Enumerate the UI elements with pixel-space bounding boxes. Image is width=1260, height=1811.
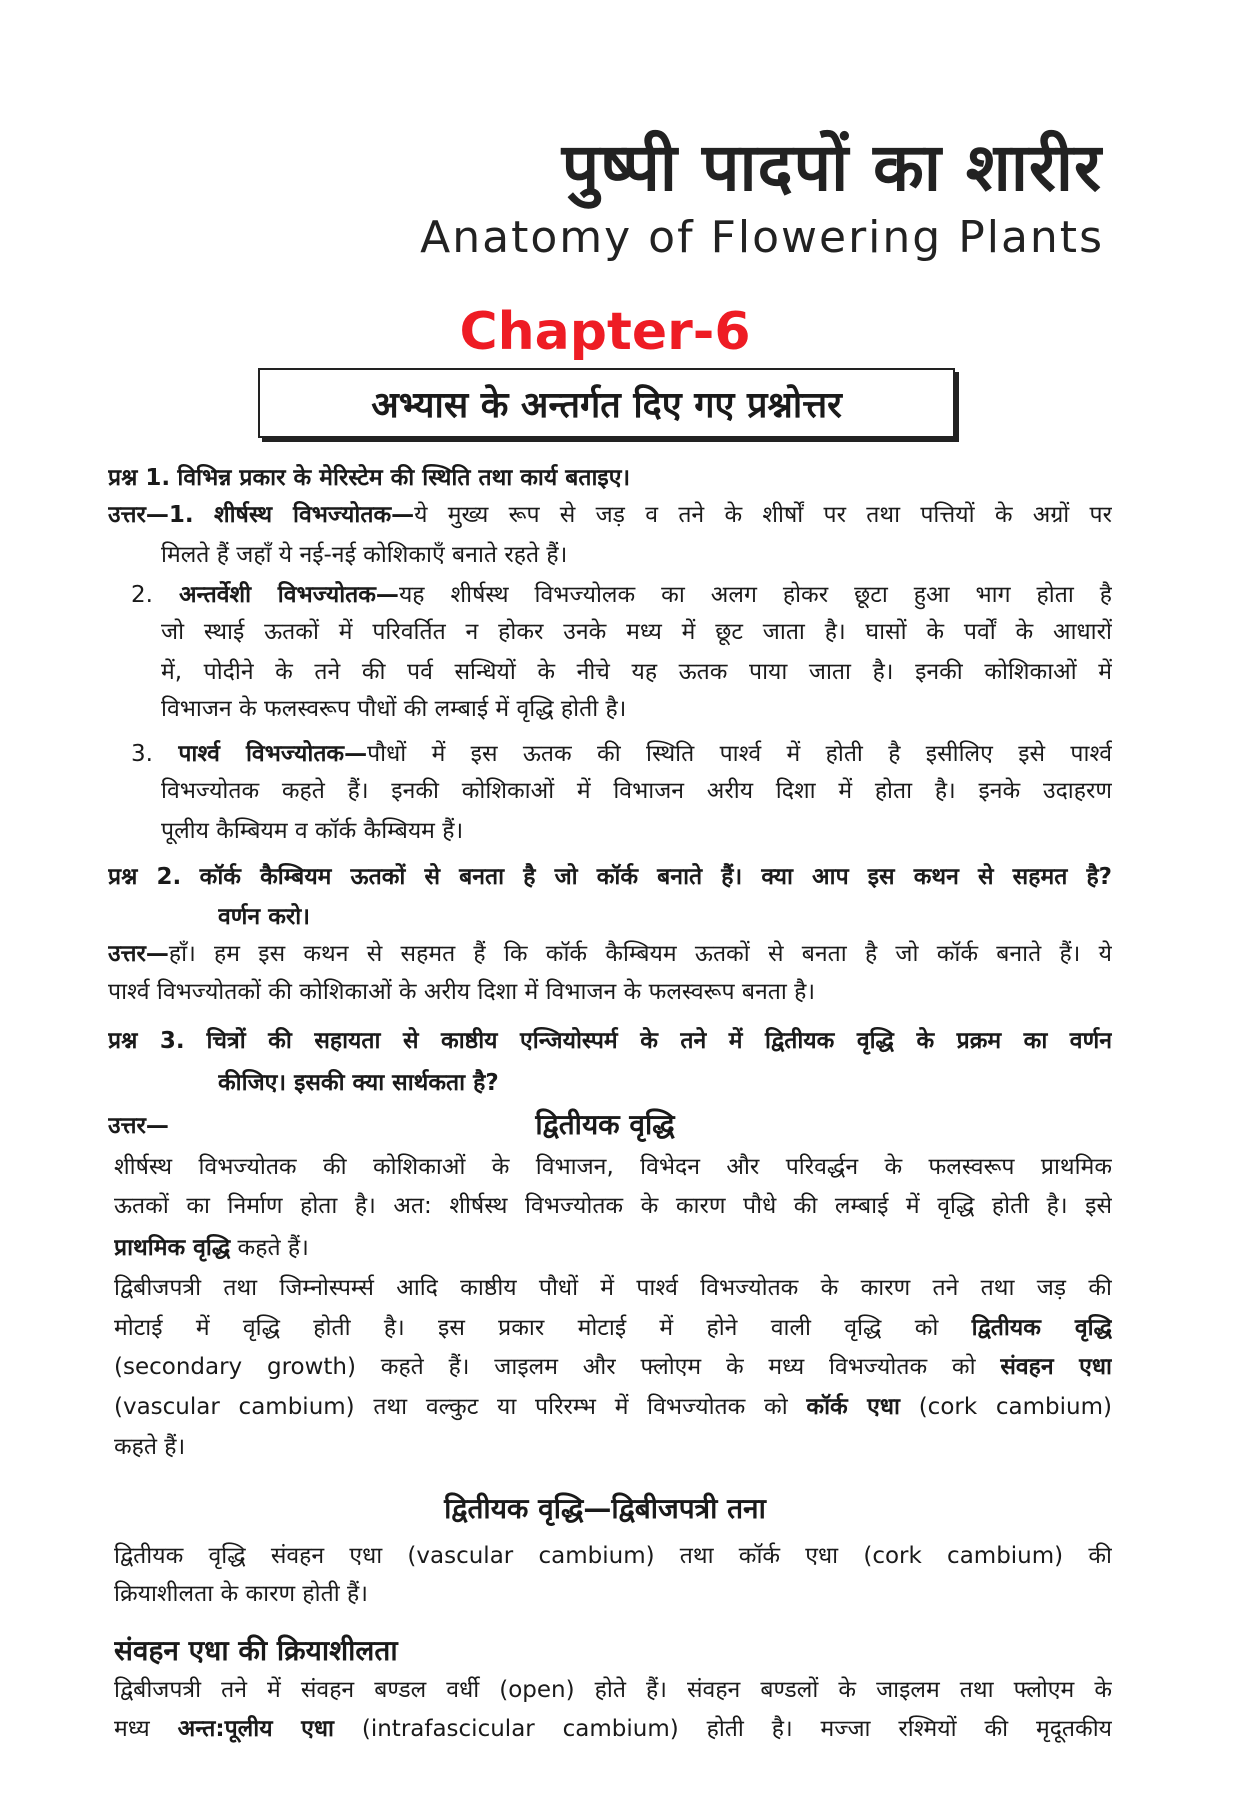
answer-1-line: विभाजन के फलस्वरूप पौधों की लम्बाई में वृद्धि होती है। bbox=[161, 696, 627, 722]
bold-term: द्वितीयक वृद्धि bbox=[971, 1315, 1112, 1341]
section-heading-secondary-growth: द्वितीयक वृद्धि bbox=[535, 1108, 675, 1141]
text: ये मुख्य रूप से जड़ व तने के शीर्षों पर तथा पत्तियों के अग्रों पर bbox=[414, 502, 1112, 528]
term: अन्तर्वेशी विभज्योतक— bbox=[178, 582, 399, 608]
answer-2 bbox=[108, 936, 1112, 972]
answer-1-line bbox=[108, 497, 1112, 533]
question-text: कॉर्क कैम्बियम ऊतकों से बनता है जो कॉर्क बनाते हैं। क्या आप इस कथन से सहमत है? bbox=[199, 864, 1112, 890]
text: (intrafascicular cambium) होती है। मज्जा रश्मियों की मृदूतकीय bbox=[333, 1716, 1112, 1742]
term: शीर्षस्थ विभज्योतक— bbox=[213, 502, 415, 528]
question-label: प्रश्न 1. bbox=[108, 465, 171, 491]
term: पार्श्व विभज्योतक— bbox=[178, 741, 368, 767]
text: यह शीर्षस्थ विभज्योलक का अलग होकर छूटा हुआ भाग होता है bbox=[398, 582, 1112, 608]
question-text: वर्णन करो। bbox=[218, 904, 310, 930]
text: कहते हैं। bbox=[230, 1235, 309, 1261]
bold-term: कॉर्क एधा bbox=[806, 1394, 900, 1420]
paragraph-line: शीर्षस्थ विभज्योतक की कोशिकाओं के विभाजन, विभेदन और परिवर्द्धन के फलस्वरूप प्राथमिक bbox=[114, 1154, 1112, 1180]
answer-1-line: मिलते हैं जहाँ ये नई-नई कोशिकाएँ बनाते रहते हैं। bbox=[161, 542, 568, 568]
answer-label: उत्तर—1. bbox=[108, 502, 194, 528]
paragraph-line: द्वितीयक वृद्धि संवहन एधा (vascular cambium) तथा कॉर्क एधा (cork cambium) की bbox=[114, 1543, 1112, 1569]
paragraph-line bbox=[114, 1349, 1112, 1385]
answer-2-line: पार्श्व विभज्योतकों की कोशिकाओं के अरीय दिशा में विभाजन के फलस्वरूप बनता है। bbox=[108, 979, 816, 1005]
answer-label-text: उत्तर— bbox=[108, 1113, 169, 1139]
question-3 bbox=[108, 1023, 1112, 1059]
chapter-number: Chapter-6 bbox=[459, 302, 751, 362]
paragraph-line: क्रियाशीलता के कारण होती हैं। bbox=[114, 1581, 368, 1607]
text: (cork cambium) bbox=[899, 1394, 1112, 1420]
text: पौधों में इस ऊतक की स्थिति पार्श्व में होती है इसीलिए इसे पार्श्व bbox=[367, 741, 1112, 767]
answer-1-item-3 bbox=[131, 736, 1112, 772]
bold-term: प्राथमिक वृद्धि bbox=[114, 1235, 231, 1261]
bold-term: संवहन एधा bbox=[1000, 1354, 1112, 1380]
question-label: प्रश्न 2. bbox=[108, 864, 182, 890]
section-heading-cambium-activity: संवहन एधा की क्रियाशीलता bbox=[114, 1634, 398, 1667]
item-number: 3. bbox=[131, 741, 153, 767]
item-number: 2. bbox=[131, 582, 153, 608]
paragraph-line bbox=[114, 1389, 1112, 1425]
question-text: कीजिए। इसकी क्या सार्थकता है? bbox=[218, 1070, 499, 1096]
exercise-heading-box bbox=[258, 368, 955, 438]
question-2 bbox=[108, 859, 1112, 895]
paragraph-line: द्विबीजपत्री तने में संवहन बण्डल वर्धी (open) होते हैं। संवहन बण्डलों के जाइलम तथा फ्लोएम के bbox=[114, 1677, 1112, 1703]
question-label: प्रश्न 3. bbox=[108, 1028, 185, 1054]
paragraph-line bbox=[114, 1711, 1112, 1747]
bold-term: अन्त:पूलीय एधा bbox=[177, 1716, 334, 1742]
text: (vascular cambium) तथा वल्कुट या परिरम्भ में विभज्योतक को bbox=[114, 1394, 807, 1420]
text: मध्य bbox=[114, 1716, 178, 1742]
section-heading-dicot-stem: द्वितीयक वृद्धि—द्विबीजपत्री तना bbox=[444, 1492, 766, 1525]
paragraph-line: द्विबीजपत्री तथा जिम्नोस्पर्म्स आदि काष्ठीय पौधों में पार्श्व विभज्योतक के कारण तने तथा जड़ की bbox=[114, 1275, 1112, 1301]
answer-1-item-2 bbox=[131, 577, 1112, 613]
question-3-line bbox=[218, 1065, 1108, 1101]
text: (secondary growth) कहते हैं। जाइलम और फ्लोएम के मध्य विभज्योतक को bbox=[114, 1354, 1001, 1380]
answer-1-line: पूलीय कैम्बियम व कॉर्क कैम्बियम हैं। bbox=[161, 818, 464, 844]
paragraph-line bbox=[114, 1230, 1112, 1266]
paragraph-line bbox=[114, 1310, 1112, 1346]
text: मोटाई में वृद्धि होती है। इस प्रकार मोटाई में होने वाली वृद्धि को bbox=[114, 1315, 972, 1341]
answer-label: उत्तर— bbox=[108, 941, 169, 967]
question-text: विभिन्न प्रकार के मेरिस्टेम की स्थिति तथा कार्य बताइए। bbox=[177, 465, 631, 491]
question-text: चित्रों की सहायता से काष्ठीय एन्जियोस्पर्म के तने में द्वितीयक वृद्धि के प्रक्रम का वर्णन bbox=[206, 1028, 1112, 1054]
answer-1-line: विभज्योतक कहते हैं। इनकी कोशिकाओं में विभाजन अरीय दिशा में होता है। इनके उदाहरण bbox=[161, 778, 1112, 804]
text: हाँ। हम इस कथन से सहमत हैं कि कॉर्क कैम्बियम ऊतकों से बनता है जो कॉर्क बनाते हैं। ये bbox=[168, 941, 1112, 967]
chapter-title-hindi: पुष्पी पादपों का शारीर bbox=[561, 129, 1102, 206]
answer-1-line: जो स्थाई ऊतकों में परिवर्तित न होकर उनके मध्य में छूट जाता है। घासों के पर्वों के आधारों bbox=[161, 619, 1112, 645]
chapter-title-english: Anatomy of Flowering Plants bbox=[420, 212, 1104, 263]
paragraph-line: ऊतकों का निर्माण होता है। अत: शीर्षस्थ विभज्योतक के कारण पौधे की लम्बाई में वृद्धि होती है। इसे bbox=[114, 1193, 1112, 1219]
exercise-heading: अभ्यास के अन्तर्गत दिए गए प्रश्नोत्तर bbox=[371, 384, 842, 426]
answer-1-line: में, पोदीने के तने की पर्व सन्धियों के नीचे यह ऊतक पाया जाता है। इनकी कोशिकाओं में bbox=[161, 659, 1112, 685]
question-2-line bbox=[218, 899, 1108, 935]
paragraph-line: कहते हैं। bbox=[114, 1434, 186, 1460]
question-1 bbox=[108, 460, 1108, 496]
